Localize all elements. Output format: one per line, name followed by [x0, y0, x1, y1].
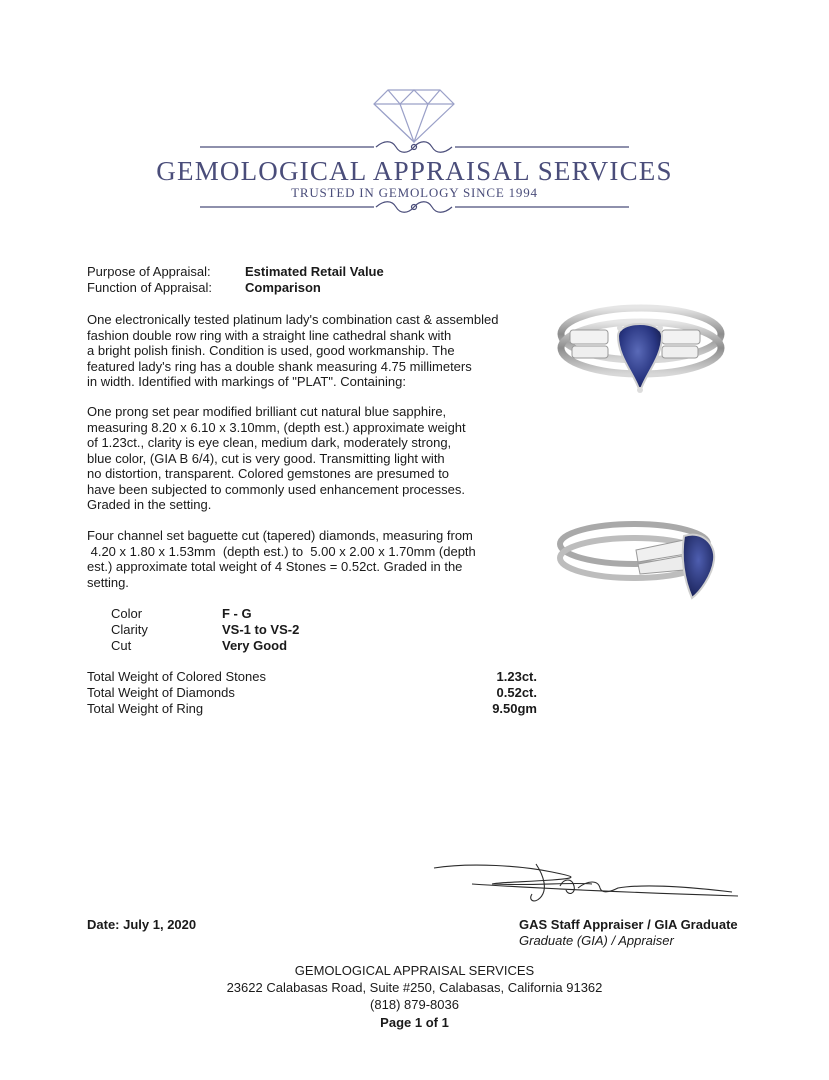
- total-row: [87, 701, 537, 717]
- appraiser-signature: [432, 856, 742, 912]
- text-line: fashion double row ring with a straight line cathedral shank with: [87, 327, 452, 343]
- total-label: Total Weight of Ring: [87, 701, 204, 716]
- grade-row: [111, 622, 299, 638]
- footer-company: GEMOLOGICAL APPRAISAL SERVICES: [294, 963, 535, 978]
- total-label: Total Weight of Colored Stones: [87, 669, 266, 684]
- text-line: featured lady's ring has a double shank measuring 4.75 millimeters: [87, 358, 472, 374]
- text-line: of 1.23ct., clarity is eye clean, medium dark, moderately strong,: [87, 435, 452, 450]
- total-row: [87, 669, 537, 685]
- function-label: Function of Appraisal:: [87, 280, 213, 295]
- grade-label: Cut: [111, 638, 132, 653]
- text-line: in width. Identified with markings of "PLAT". Containing:: [87, 374, 406, 389]
- text-line: 4.20 x 1.80 x 1.53mm (depth est.) to 5.00 x 2.00 x 1.70mm (depth: [87, 543, 476, 559]
- text-line: have been subjected to commonly used enhancement processes.: [87, 481, 465, 497]
- text-line: a bright polish finish. Condition is used, good workmanship. The: [87, 343, 455, 358]
- diamond-logo-icon: [372, 88, 456, 144]
- text-line: est.) approximate total weight of 4 Stones = 0.52ct. Graded in the: [87, 559, 463, 574]
- sapphire-description: [87, 404, 527, 513]
- flourish-divider-top: [200, 140, 629, 154]
- appraisal-date: Date: July 1, 2020: [87, 917, 197, 932]
- grade-label: Color: [111, 606, 143, 621]
- ring-photo-front: [556, 296, 726, 408]
- appraiser-block: [519, 917, 738, 949]
- total-row: [87, 685, 537, 701]
- text-line: blue color, (GIA B 6/4), cut is very good. Transmitting light with: [87, 450, 445, 466]
- total-value: 1.23ct.: [496, 669, 537, 684]
- diamond-description: [87, 528, 527, 590]
- text-line: measuring 8.20 x 6.10 x 3.10mm, (depth est.) approximate weight: [87, 419, 466, 435]
- letterhead: [0, 80, 829, 230]
- text-line: Graded in the setting.: [87, 497, 212, 512]
- footer-address: 23622 Calabasas Road, Suite #250, Calabasas, California 91362: [226, 980, 603, 995]
- total-value: 0.52ct.: [496, 685, 537, 700]
- total-label: Total Weight of Diamonds: [87, 685, 235, 700]
- appraiser-title: GAS Staff Appraiser / GIA Graduate: [519, 917, 738, 932]
- purpose-label: Purpose of Appraisal:: [87, 264, 211, 279]
- ring-photo-side: [556, 514, 726, 606]
- text-line: setting.: [87, 574, 129, 590]
- purpose-value: Estimated Retail Value: [245, 264, 384, 279]
- grade-label: Clarity: [111, 622, 148, 637]
- grade-value: F - G: [222, 606, 252, 621]
- text-line: One prong set pear modified brilliant cut natural blue sapphire,: [87, 404, 447, 419]
- total-value: 9.50gm: [492, 701, 537, 716]
- text-line: One electronically tested platinum lady's combination cast & assembled: [87, 312, 499, 327]
- grade-value: Very Good: [222, 638, 288, 653]
- text-line: Four channel set baguette cut (tapered) diamonds, measuring from: [87, 528, 473, 543]
- footer: [0, 962, 829, 1031]
- diamond-grades: [111, 606, 299, 654]
- function-value: Comparison: [245, 280, 321, 295]
- weight-totals: [87, 669, 537, 717]
- grade-row: [111, 606, 299, 622]
- appraiser-subtitle: Graduate (GIA) / Appraiser: [519, 933, 674, 948]
- page-number: Page 1 of 1: [380, 1015, 449, 1030]
- company-name: GEMOLOGICAL APPRAISAL SERVICES: [156, 156, 673, 186]
- grade-value: VS-1 to VS-2: [222, 622, 300, 637]
- company-tagline: TRUSTED IN GEMOLOGY SINCE 1994: [291, 185, 538, 200]
- ring-description: [87, 312, 527, 390]
- flourish-divider-bottom: [200, 200, 629, 214]
- appraisal-purpose: [87, 264, 384, 296]
- footer-phone: (818) 879-8036: [370, 997, 459, 1012]
- grade-row: [111, 638, 299, 654]
- text-line: no distortion, transparent. Colored gemstones are presumed to: [87, 466, 450, 481]
